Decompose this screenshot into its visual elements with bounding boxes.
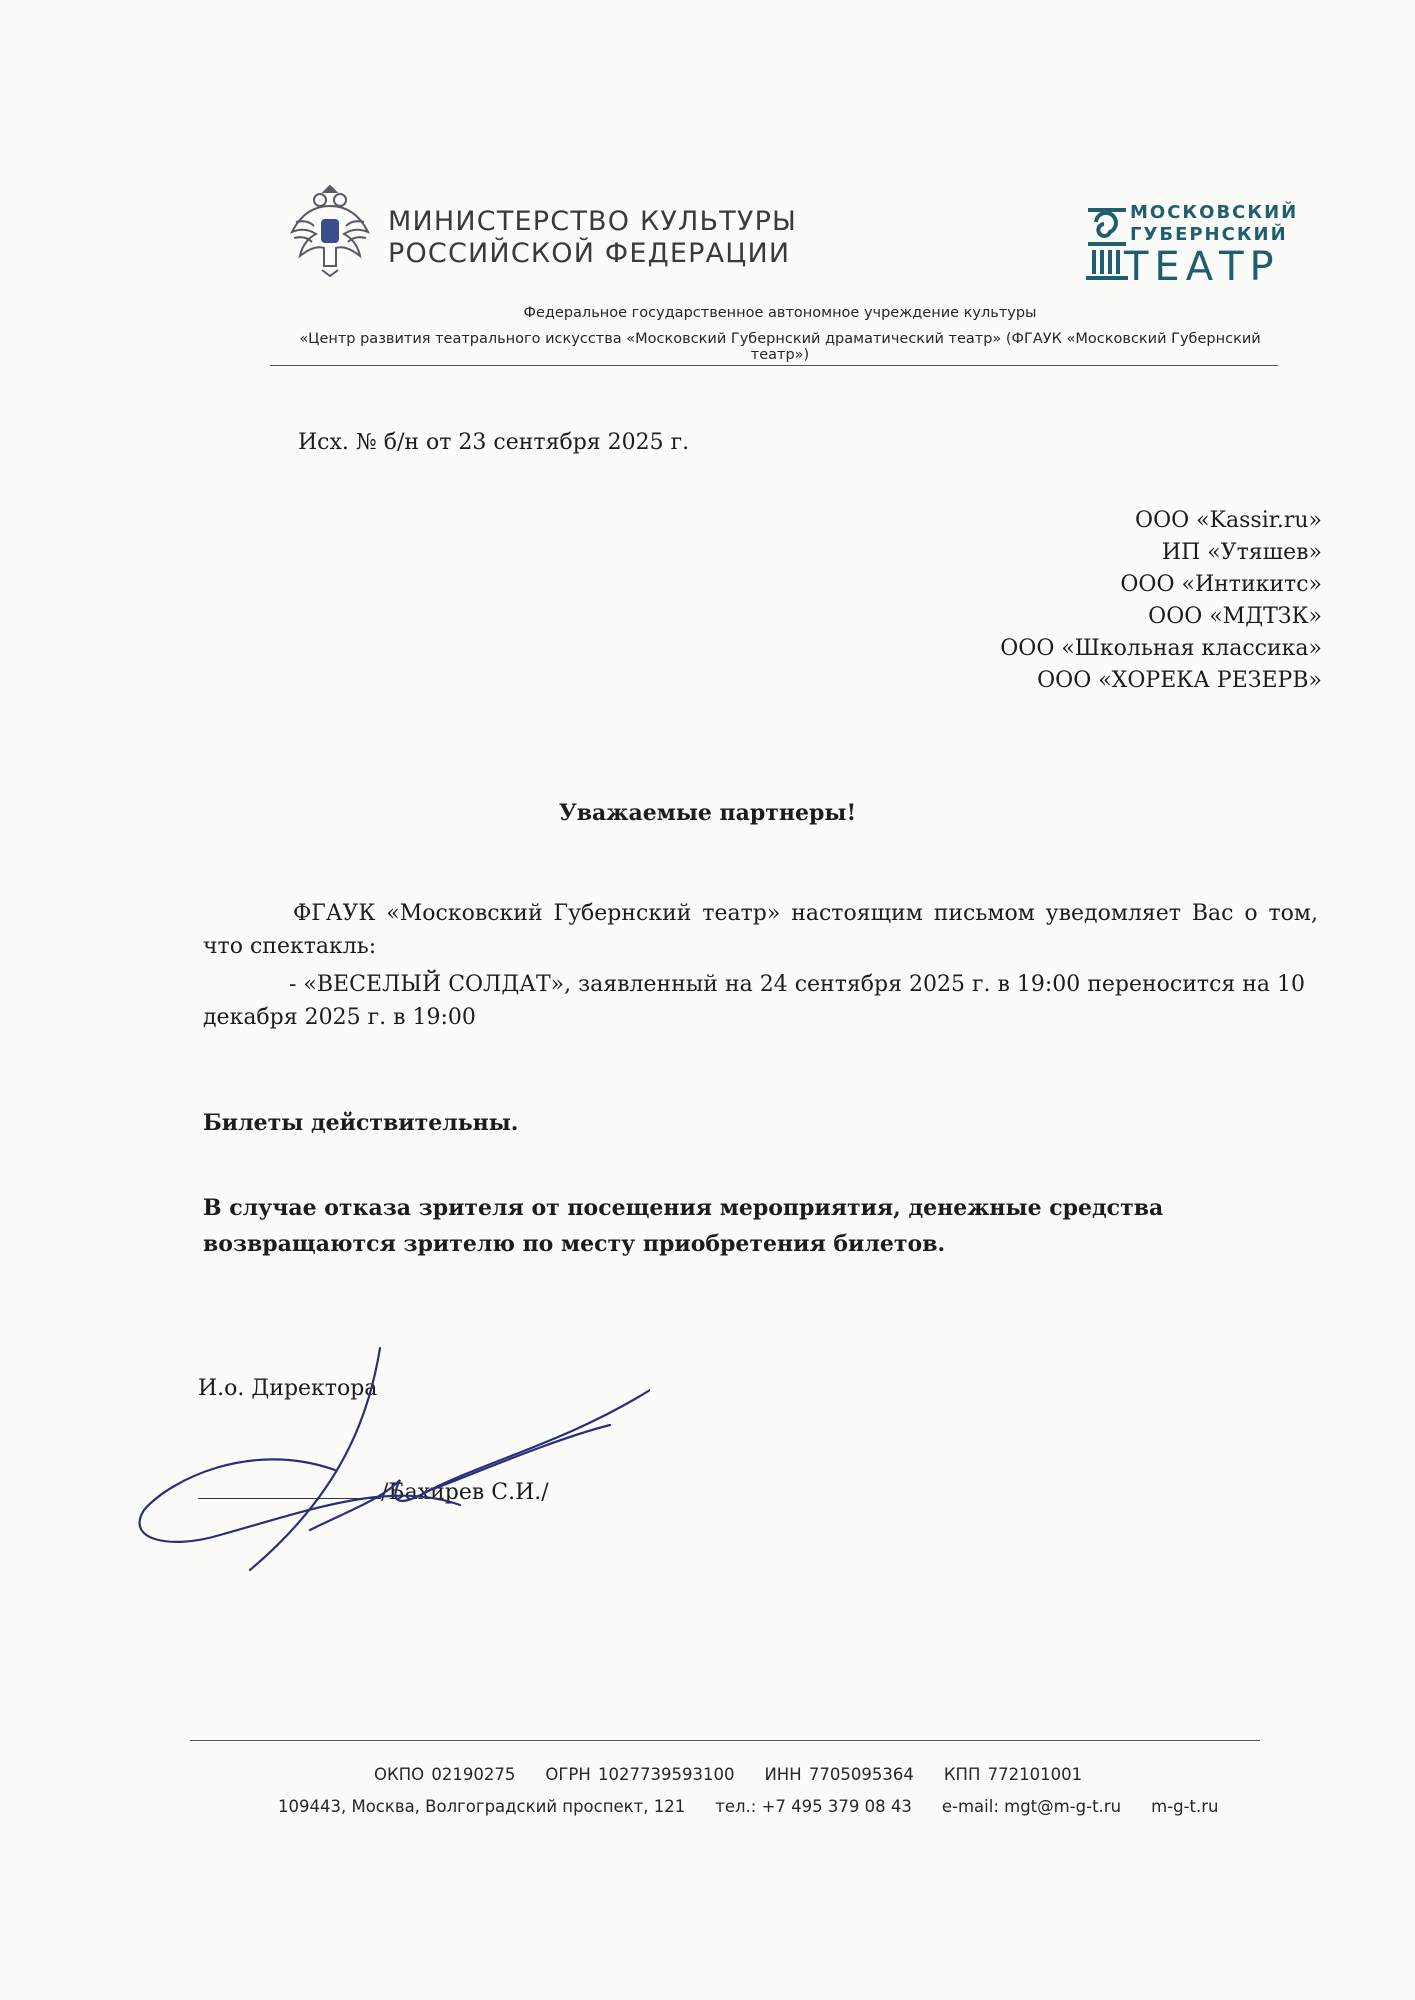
recipient-item: ООО «Kassir.ru» bbox=[1135, 508, 1322, 533]
recipient-item: ООО «МДТЗК» bbox=[1148, 604, 1322, 629]
footer-site-link[interactable]: m-g-t.ru bbox=[1151, 1797, 1219, 1816]
theatre-logo-line-3: ТЕАТР bbox=[1124, 244, 1280, 290]
greeting: Уважаемые партнеры! bbox=[558, 800, 857, 826]
theatre-logo-line-2: ГУБЕРНСКИЙ bbox=[1130, 224, 1288, 245]
organization-full-name: «Центр развития театрального искусства «Московский Губернский драматический театр» (ФГАУК «Московский Губернский театр») bbox=[299, 331, 1261, 363]
handwritten-signature bbox=[130, 1330, 650, 1590]
footer-inn: ИНН 7705095364 bbox=[764, 1765, 914, 1784]
theatre-logo-line-1: МОСКОВСКИЙ bbox=[1130, 202, 1299, 223]
footer-okpo: ОКПО 02190275 bbox=[374, 1765, 516, 1784]
recipient-list bbox=[1000, 505, 1322, 697]
recipient-item: ИП «Утяшев» bbox=[1161, 540, 1322, 565]
header-divider bbox=[270, 365, 1278, 366]
footer-kpp: КПП 772101001 bbox=[943, 1765, 1083, 1784]
footer-registration bbox=[374, 1765, 1082, 1784]
footer-phone: тел.: +7 495 379 08 43 bbox=[715, 1797, 912, 1816]
footer-contacts bbox=[278, 1797, 1218, 1816]
ministry-line-1: МИНИСТЕРСТВО КУЛЬТУРЫ bbox=[388, 206, 798, 237]
footer-divider bbox=[190, 1740, 1260, 1741]
signer-title: И.о. Директора bbox=[198, 1376, 378, 1401]
footer-email[interactable]: e-mail: mgt@m-g-t.ru bbox=[941, 1797, 1122, 1816]
footer-ogrn: ОГРН 1027739593100 bbox=[545, 1765, 735, 1784]
recipient-item: ООО «Интикитс» bbox=[1120, 572, 1322, 597]
refund-notice: В случае отказа зрителя от посещения мероприятия, денежные средства возвращаются зрителю по месту приобретения билетов. bbox=[203, 1195, 1164, 1257]
tickets-valid-notice: Билеты действительны. bbox=[203, 1110, 519, 1136]
signer-name: /Бахирев С.И./ bbox=[381, 1480, 549, 1505]
eagle-emblem-icon bbox=[282, 176, 378, 280]
outgoing-number: Исх. № б/н от 23 сентября 2025 г. bbox=[298, 430, 690, 455]
ministry-name bbox=[388, 206, 797, 270]
recipient-item: ООО «Школьная классика» bbox=[1000, 636, 1322, 661]
ministry-line-2: РОССИЙСКОЙ ФЕДЕРАЦИИ bbox=[388, 238, 791, 269]
footer-address: 109443, Москва, Волгоградский проспект, 121 bbox=[278, 1797, 686, 1816]
performance-reschedule bbox=[203, 968, 1318, 1034]
recipient-item: ООО «ХОРЕКА РЕЗЕРВ» bbox=[1037, 668, 1322, 693]
notice-paragraph: ФГАУК «Московский Губернский театр» настоящим письмом уведомляет Вас о том, что спектакль: bbox=[203, 901, 1318, 959]
organization-type: Федеральное государственное автономное учреждение культуры bbox=[523, 305, 1037, 321]
performance-reschedule-text: - «ВЕСЕЛЫЙ СОЛДАТ», заявленный на 24 сентября 2025 г. в 19:00 переносится на 10 декабря 2025 г. в 19:00 bbox=[203, 972, 1306, 1030]
